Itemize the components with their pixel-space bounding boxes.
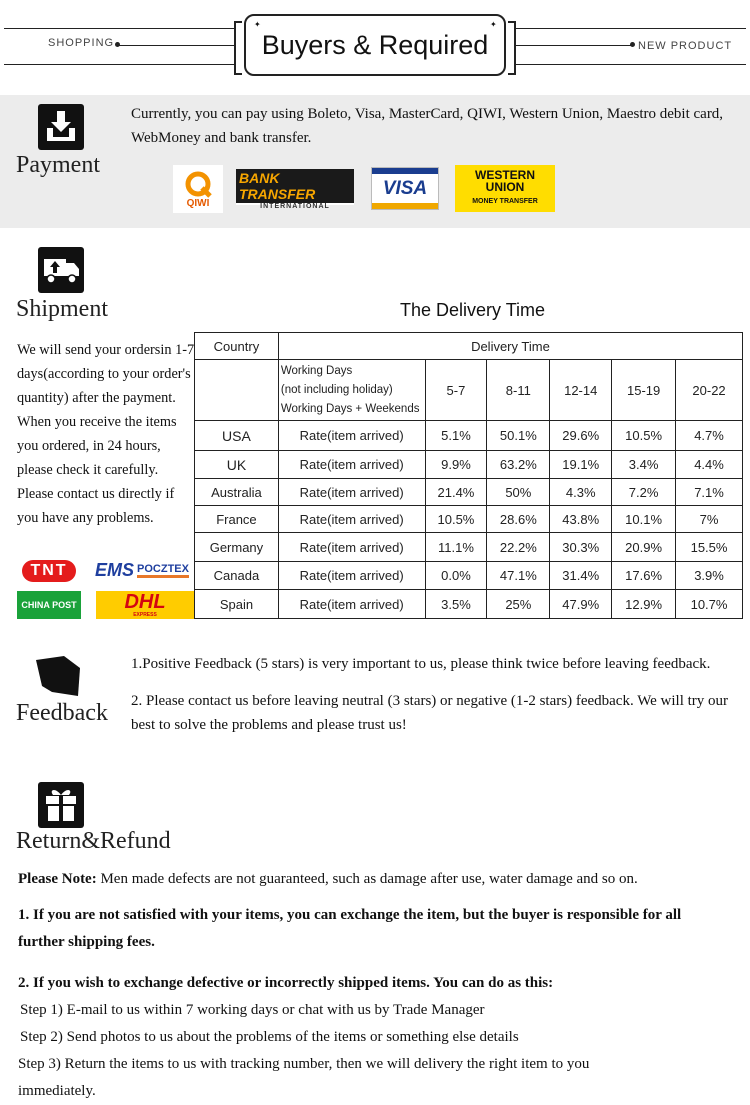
bank-transfer-sublabel: INTERNATIONAL [260,202,330,210]
header-dot [630,42,635,47]
header-rule [4,28,236,29]
value-cell: 63.2% [487,451,550,479]
right-bracket [508,21,516,75]
refund-point-2: 2. If you wish to exchange defective or incorrectly shipped items. You can do as this: [18,975,554,991]
feedback-title: Feedback [16,700,108,726]
table-row [195,479,743,506]
table-header-row [195,333,743,360]
value-cell: 19.1% [550,451,612,479]
ems-logo [95,556,195,585]
table-row [195,533,743,562]
table-row [195,451,743,479]
rate-cell: Rate(item arrived) [278,451,425,479]
ems-label: EMS [95,560,135,580]
value-cell: 29.6% [550,421,612,451]
feedback-line-1: 1.Positive Feedback (5 stars) is very important to us, please think twice before leaving feedback. [131,656,711,672]
dhl-sublabel: EXPRESS [133,612,157,618]
value-cell: 3.4% [612,451,676,479]
bank-transfer-logo [236,169,354,210]
country-cell: France [195,506,279,533]
download-icon [38,104,84,150]
working-days-line: Working Days + Weekends [280,402,420,415]
dhl-label: DHL [124,591,166,613]
table-row [195,590,743,619]
tnt-logo [17,556,81,585]
value-cell: 10.1% [612,506,676,533]
value-cell: 15.5% [676,533,743,562]
value-cell: 10.5% [612,421,676,451]
value-cell: 20.9% [612,533,676,562]
value-cell: 25% [487,590,550,619]
qiwi-icon [181,170,215,198]
shopping-label: SHOPPING [48,37,115,49]
flag-icon [34,656,84,700]
working-days-line: Working Days [280,364,353,377]
delivery-header: Delivery Time [278,333,742,360]
wu-label-2: UNION [485,180,525,194]
working-days-line: (not including holiday) [280,383,393,396]
value-cell: 7.1% [676,479,743,506]
day-range-cell: 12-14 [550,360,612,421]
header-rule [514,28,746,29]
refund-point-1: 1. If you are not satisfied with your items, you can exchange the item, but the buyer is responsible for all further shipping fees. [18,907,682,950]
wu-label-3: MONEY TRANSFER [472,198,538,205]
rate-cell: Rate(item arrived) [278,421,425,451]
western-union-logo [455,165,555,212]
value-cell: 5.1% [425,421,487,451]
bank-transfer-label: BANK TRANSFER [236,169,354,203]
china-post-logo [17,591,81,619]
dhl-logo [96,591,194,619]
shipment-text: We will send your ordersin 1-7 days(according to your order's quantity) after the payment. When you receive the items you ordered, in 24 hours, please check it carefully. Please contact us directly if you have any problems. [17,342,195,526]
empty-cell [195,360,279,421]
day-range-cell: 5-7 [425,360,487,421]
truck-icon [38,247,84,293]
visa-logo [371,167,439,210]
header-rule [514,64,746,65]
country-cell: UK [195,451,279,479]
value-cell: 50% [487,479,550,506]
refund-step-1: Step 1) E-mail to us within 7 working days or chat with us by Trade Manager [20,1002,485,1018]
header-dot [115,42,120,47]
star-icon: ✦ [490,20,497,29]
value-cell: 4.4% [676,451,743,479]
value-cell: 31.4% [550,562,612,590]
star-icon: ✦ [254,20,261,29]
day-range-cell: 15-19 [612,360,676,421]
value-cell: 50.1% [487,421,550,451]
value-cell: 4.3% [550,479,612,506]
value-cell: 7% [676,506,743,533]
qiwi-label: QIWI [186,197,210,209]
left-bracket [234,21,242,75]
visa-label: VISA [382,178,428,199]
value-cell: 22.2% [487,533,550,562]
value-cell: 3.5% [425,590,487,619]
pocztex-label: POCZTEX [137,563,189,578]
rate-cell: Rate(item arrived) [278,562,425,590]
day-range-cell: 8-11 [487,360,550,421]
value-cell: 10.7% [676,590,743,619]
delivery-time-title: The Delivery Time [400,300,546,320]
payment-title: Payment [16,152,100,178]
country-cell: Australia [195,479,279,506]
refund-note-text: Men made defects are not guaranteed, such as damage after use, water damage and so on. [96,871,638,887]
shipment-title: Shipment [16,296,109,322]
value-cell: 28.6% [487,506,550,533]
day-range-cell: 20-22 [676,360,743,421]
value-cell: 43.8% [550,506,612,533]
table-row [195,421,743,451]
page-title [244,14,506,76]
value-cell: 11.1% [425,533,487,562]
refund-step-2: Step 2) Send photos to us about the problems of the items or something else details [20,1029,519,1045]
value-cell: 9.9% [425,451,487,479]
rate-cell: Rate(item arrived) [278,479,425,506]
rate-cell: Rate(item arrived) [278,533,425,562]
value-cell: 47.9% [550,590,612,619]
feedback-line-2: 2. Please contact us before leaving neutral (3 stars) or negative (1-2 stars) feedback. We will try our best to solve the problems and please trust us! [131,693,729,733]
wu-label-1: WESTERN [475,168,535,182]
country-cell: USA [195,421,279,451]
refund-title: Return&Refund [16,828,171,854]
value-cell: 7.2% [612,479,676,506]
refund-note [18,866,738,893]
value-cell: 12.9% [612,590,676,619]
header-rule [4,64,236,65]
value-cell: 30.3% [550,533,612,562]
header-rule [514,45,634,46]
working-days-cell [278,360,425,421]
value-cell: 21.4% [425,479,487,506]
value-cell: 10.5% [425,506,487,533]
country-header: Country [195,333,279,360]
header-rule [116,45,236,46]
rate-cell: Rate(item arrived) [278,590,425,619]
table-days-row [195,360,743,421]
value-cell: 0.0% [425,562,487,590]
refund-step-3: Step 3) Return the items to us with tracking number, then we will delivery the right item to you immediately. [18,1056,590,1099]
value-cell: 17.6% [612,562,676,590]
country-cell: Canada [195,562,279,590]
gift-icon [38,782,84,828]
page-title-text: Buyers & Required [261,29,489,60]
qiwi-logo [173,165,223,213]
new-product-label: NEW PRODUCT [638,40,733,52]
refund-note-label: Please Note: [18,871,97,887]
value-cell: 3.9% [676,562,743,590]
table-row [195,562,743,590]
payment-text: Currently, you can pay using Boleto, Visa, MasterCard, QIWI, Western Union, Maestro debit card, WebMoney and bank transfer. [131,106,724,146]
china-post-label: CHINA POST [21,600,77,610]
value-cell: 4.7% [676,421,743,451]
rate-cell: Rate(item arrived) [278,506,425,533]
tnt-label: TNT [22,560,75,582]
value-cell: 47.1% [487,562,550,590]
table-row [195,506,743,533]
country-cell: Germany [195,533,279,562]
country-cell: Spain [195,590,279,619]
delivery-time-table [194,332,743,619]
